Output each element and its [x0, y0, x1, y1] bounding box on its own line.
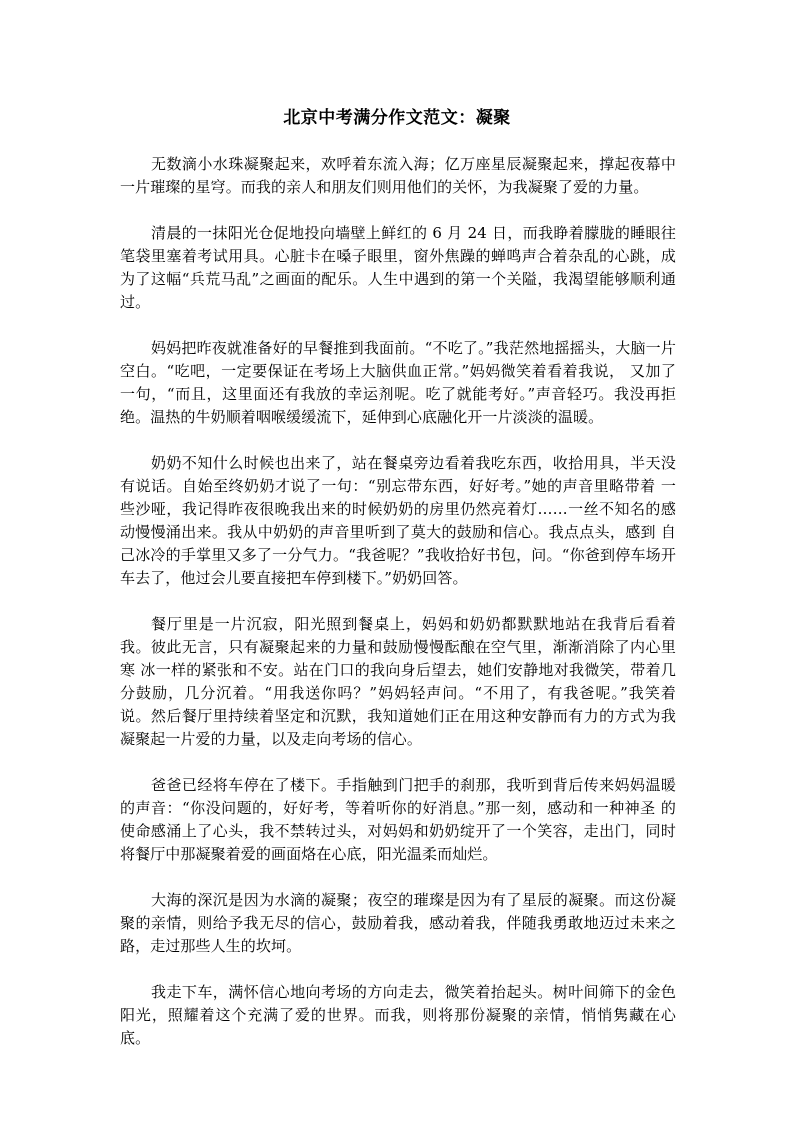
paragraph-7: 大海的深沉是因为水滴的凝聚；夜空的璀璨是因为有了星辰的凝聚。而这份凝聚的亲情，则给予我无尽的信心，鼓励着我，感动着我，伴随我勇敢地迈过未来之路，走过那些人生的坎坷。: [120, 891, 676, 955]
paragraph-1: 无数滴小水珠凝聚起来，欢呼着东流入海；亿万座星辰凝聚起来，撑起夜幕中一片璀璨的星穹。而我的亲人和朋友们则用他们的关怀，为我凝聚了爱的力量。: [120, 155, 676, 196]
paragraph-2: 清晨的一抹阳光仓促地投向墙壁上鲜红的 6 月 24 日，而我睁着朦胧的睡眼往笔袋里塞着考试用具。心脏卡在嗓子眼里，窗外焦躁的蝉鸣声合着杂乱的心跳，成为了这幅“兵荒马乱”之画面的配乐。人生中遇到的第一个关隘，我渴望能够顺利通过。: [120, 224, 676, 311]
document-title: 北京中考满分作文范文：凝聚: [283, 108, 511, 128]
document-body: [120, 153, 676, 1073]
paragraph-6: 爸爸已经将车停在了楼下。手指触到门把手的刹那，我听到背后传来妈妈温暖的声音：“你没问题的，好好考，等着听你的好消息。”那一刻，感动和一种神圣 的使命感涌上了心头，我不禁转过头，对妈妈和奶奶绽开了一个笑容，走出门，同时将餐厅中那凝聚着爱的画面烙在心底，阳光温柔而灿烂。: [120, 776, 676, 863]
paragraph-3: 妈妈把昨夜就准备好的早餐推到我面前。“不吃了。”我茫然地摇摇头，大脑一片空白。“吃吧，一定要保证在考场上大脑供血正常。”妈妈微笑着看着我说， 又加了一句，“而且，这里面还有我放的幸运剂呢。吃了就能考好。”声音轻巧。我没再拒绝。温热的牛奶顺着咽喉缓缓流下，延伸到心底融化开一片淡淡的温暖。: [120, 339, 676, 426]
paragraph-8: 我走下车，满怀信心地向考场的方向走去，微笑着抬起头。树叶间筛下的金色阳光，照耀着这个充满了爱的世界。而我，则将那份凝聚的亲情，悄悄隽藏在心底。: [120, 983, 676, 1047]
paragraph-4: 奶奶不知什么时候也出来了，站在餐桌旁边看着我吃东西，收拾用具，半天没有说话。自始至终奶奶才说了一句：“别忘带东西，好好考。”她的声音里略带着 一些沙哑，我记得昨夜很晚我出来的时候奶奶的房里仍然亮着灯……一丝不知名的感动慢慢涌出来。我从中奶奶的声音里听到了莫大的鼓励和信心。我点点头，感到 自己冰冷的手掌里又多了一分气力。“我爸呢？”我收拾好书包，问。“你爸到停车场开车去了，他过会儿要直接把车停到楼下。”奶奶回答。: [120, 454, 676, 587]
paragraph-5: 餐厅里是一片沉寂，阳光照到餐桌上，妈妈和奶奶都默默地站在我背后看着我。彼此无言，只有凝聚起来的力量和鼓励慢慢酝酿在空气里，渐渐消除了内心里寒 冰一样的紧张和不安。站在门口的我向身后望去，她们安静地对我微笑，带着几分鼓励，几分沉着。“用我送你吗？”妈妈轻声问。“不用了，有我爸呢。”我笑着 说。然后餐厅里持续着坚定和沉默，我知道她们正在用这种安静而有力的方式为我凝聚起一片爱的力量，以及走向考场的信心。: [120, 615, 676, 748]
